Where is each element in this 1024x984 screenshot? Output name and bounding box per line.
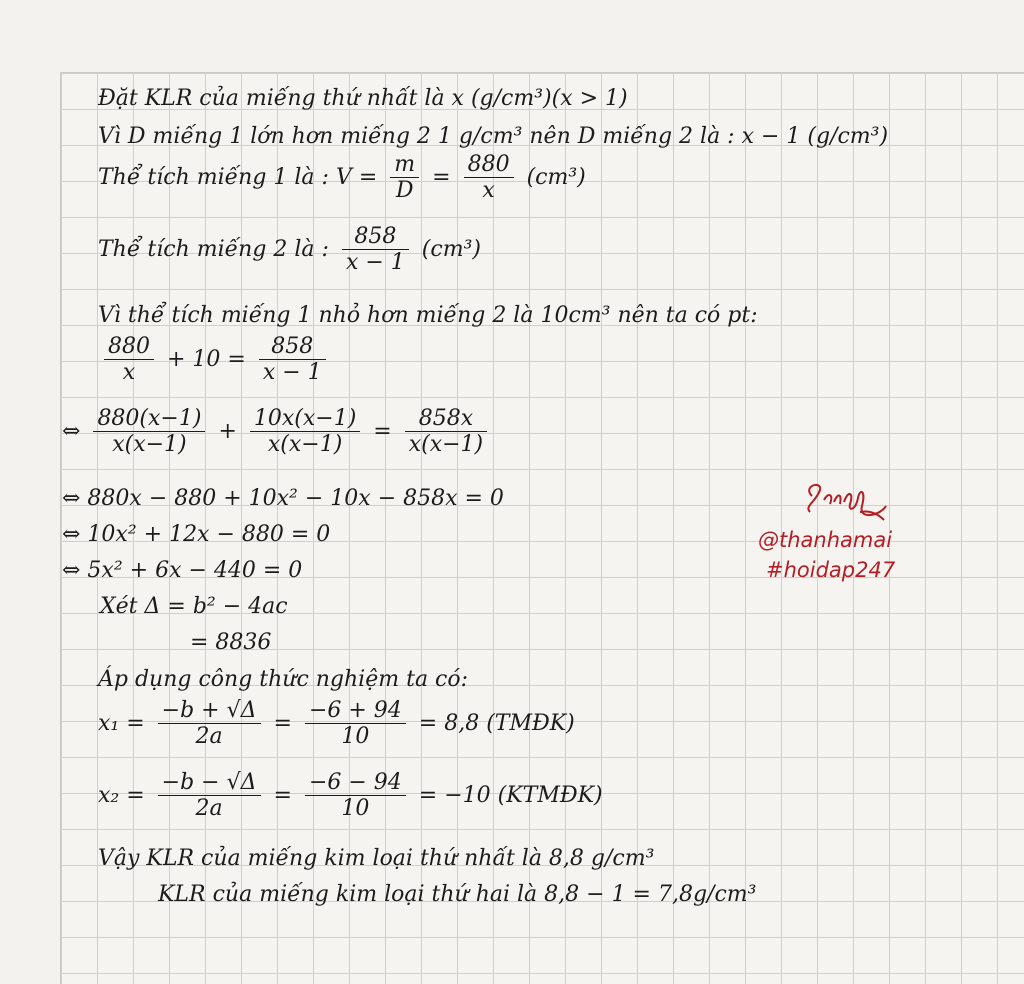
line-equation-intro: Vì thể tích miếng 1 nhỏ hơn miếng 2 là 10cm³ nên ta có pt: — [98, 303, 758, 328]
line-define-x: Đặt KLR của miếng thứ nhất là x (g/cm³)(x > 1) — [98, 86, 628, 111]
line-conclusion-2: KLR của miếng kim loại thứ hai là 8,8 − 1 = 7,8g/cm³ — [158, 882, 757, 907]
equivalence-sign: ⇔ — [62, 418, 81, 444]
unit-cm3: (cm³) — [421, 236, 481, 262]
fraction-2: $\frac{10x(x-1)}{x(x-1)}$ — [250, 406, 360, 458]
line-root-1 — [98, 698, 575, 750]
volume-2-label: Thể tích miếng 2 là : — [98, 236, 329, 262]
equals-sign: = — [373, 418, 392, 444]
signature-scribble — [800, 476, 890, 524]
line-root-2 — [98, 770, 603, 822]
fraction-m-over-d: $\frac{m}{D}$ — [390, 152, 419, 204]
fraction-880-over-x: $\frac{880}{x}$ — [464, 152, 514, 204]
line-simplify-1: ⇔ 10x² + 12x − 880 = 0 — [62, 522, 331, 547]
equals-sign: = — [273, 710, 292, 736]
line-density-2: Vì D miếng 1 lớn hơn miếng 2 1 g/cm³ nên D miếng 2 là : x − 1 (g/cm³) — [98, 124, 889, 149]
line-discriminant-value: = 8836 — [190, 630, 272, 655]
fraction-root-value: $\frac{-6 - 94}{10}$ — [305, 770, 406, 822]
plus-10-equals: + 10 = — [167, 346, 246, 372]
volume-1-label: Thể tích miếng 1 là : V = — [98, 164, 378, 190]
fraction-3: $\frac{858x}{x(x-1)}$ — [405, 406, 487, 458]
line-discriminant: Xét Δ = b² − 4ac — [100, 594, 288, 619]
x1-label: x₁ = — [98, 710, 145, 736]
root-2-result: = −10 (KTMĐK) — [418, 782, 603, 808]
line-formula-intro: Áp dụng công thức nghiệm ta có: — [98, 667, 469, 692]
line-simplify-2: ⇔ 5x² + 6x − 440 = 0 — [62, 558, 303, 583]
unit-cm3: (cm³) — [526, 164, 586, 190]
line-volume-2 — [98, 224, 481, 276]
equals-sign: = — [432, 164, 451, 190]
fraction-858-over-x-1: $\frac{858}{x - 1}$ — [259, 334, 326, 386]
equals-sign: = — [273, 782, 292, 808]
fraction-1: $\frac{880(x-1)}{x(x-1)}$ — [93, 406, 205, 458]
root-1-result: = 8,8 (TMĐK) — [418, 710, 575, 736]
fraction-root-value: $\frac{-6 + 94}{10}$ — [305, 698, 406, 750]
x2-label: x₂ = — [98, 782, 145, 808]
plus-sign: + — [218, 418, 237, 444]
fraction-880-over-x: $\frac{880}{x}$ — [104, 334, 154, 386]
line-conclusion-1: Vậy KLR của miếng kim loại thứ nhất là 8,8 g/cm³ — [98, 846, 655, 871]
line-equation — [98, 334, 332, 386]
fraction-root-formula: $\frac{-b - √\Delta}{2a}$ — [158, 770, 261, 822]
line-volume-1 — [98, 152, 586, 204]
line-expand: ⇔ 880x − 880 + 10x² − 10x − 858x = 0 — [62, 486, 504, 511]
signature-tag: #hoidap247 — [766, 558, 896, 582]
fraction-858-over-x-1: $\frac{858}{x - 1}$ — [342, 224, 409, 276]
signature-handle: @thanhamai — [758, 528, 893, 552]
line-common-denominator — [62, 406, 493, 458]
fraction-root-formula: $\frac{-b + √\Delta}{2a}$ — [158, 698, 261, 750]
